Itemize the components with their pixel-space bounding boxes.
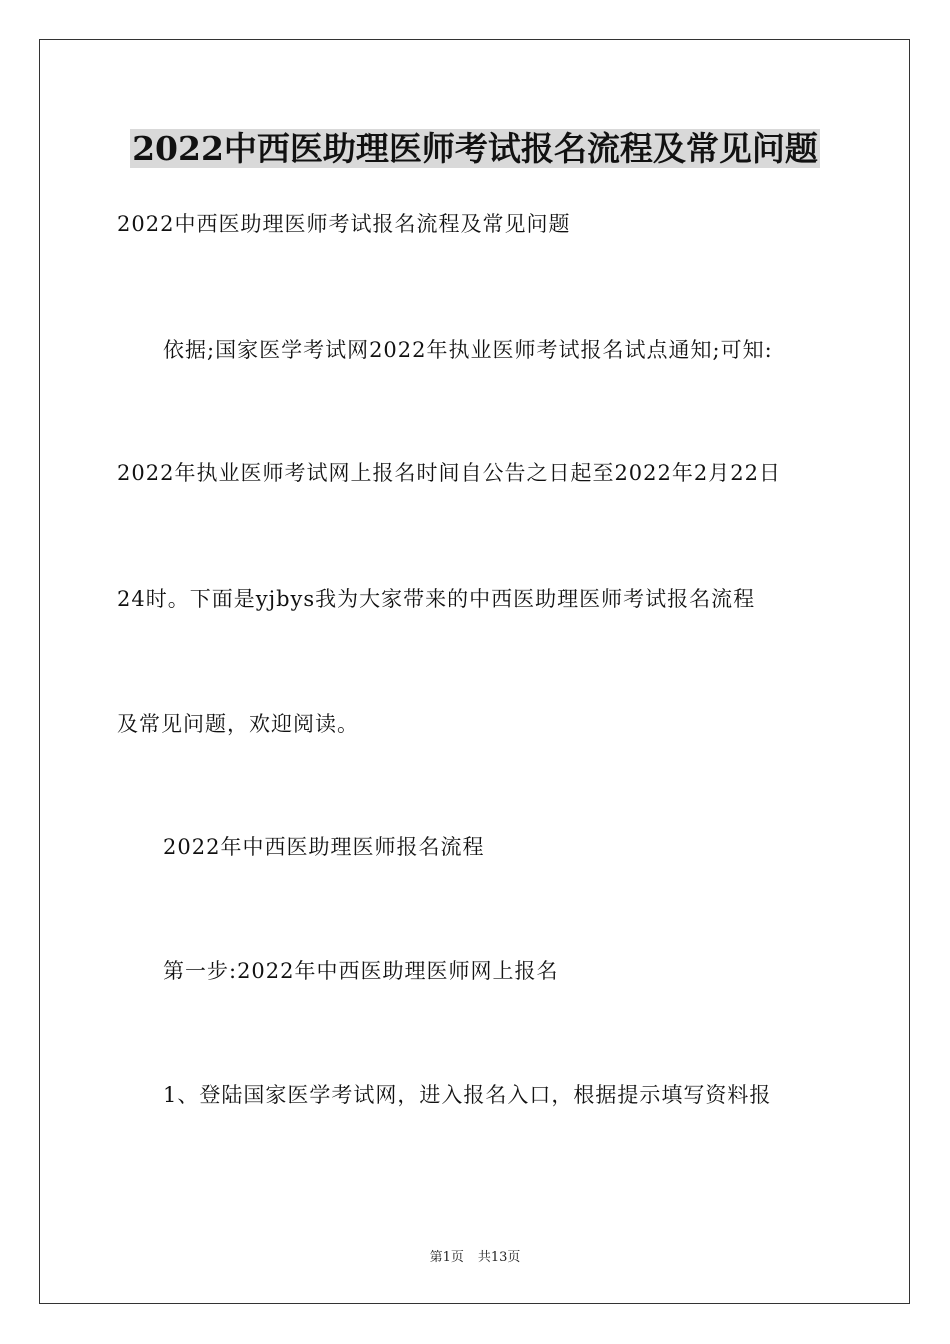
document-title-text: 2022中西医助理医师考试报名流程及常见问题 — [132, 129, 818, 168]
document-title — [0, 127, 950, 171]
page-number: 第1页 — [429, 1250, 464, 1265]
paragraph-line: 1、登陆国家医学考试网，进入报名入口，根据提示填写资料报 — [163, 1083, 772, 1107]
page-footer — [0, 1249, 950, 1267]
page-total: 共13页 — [477, 1250, 521, 1265]
paragraph-line: 2022年执业医师考试网上报名时间自公告之日起至2022年2月22日 — [117, 461, 781, 485]
paragraph-line: 依据;国家医学考试网2022年执业医师考试报名试点通知;可知: — [163, 338, 773, 362]
paragraph-line: 24时。下面是yjbys我为大家带来的中西医助理医师考试报名流程 — [117, 587, 756, 611]
paragraph-line: 及常见问题，欢迎阅读。 — [117, 712, 359, 736]
step-heading: 第一步:2022年中西医助理医师网上报名 — [163, 959, 559, 983]
subtitle-line: 2022中西医助理医师考试报名流程及常见问题 — [117, 212, 571, 236]
section-heading: 2022年中西医助理医师报名流程 — [163, 835, 485, 859]
